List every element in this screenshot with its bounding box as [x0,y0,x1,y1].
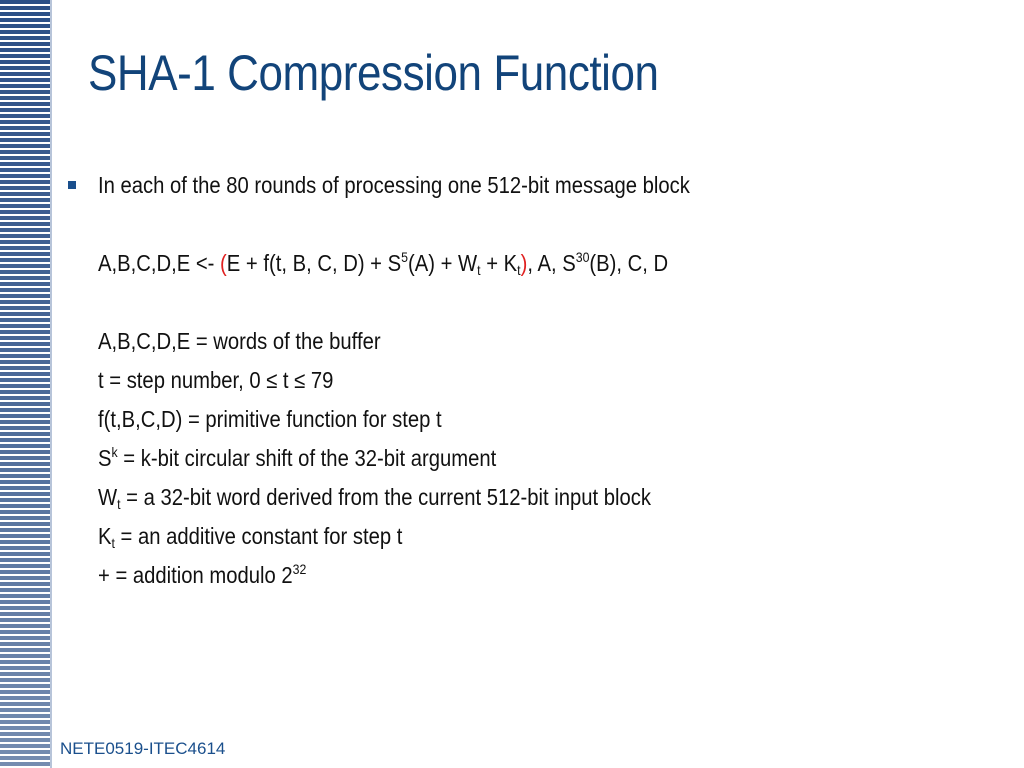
formula-body-1: E + f(t, B, C, D) + S [226,250,402,276]
sk-base: S [98,445,112,471]
formula-tail-2: (B), C, D [589,250,669,276]
kt-text: = an additive constant for step t [114,523,403,549]
definition-addition [98,562,306,589]
definition-f: f(t,B,C,D) = primitive function for step t [98,406,442,432]
definition-abcde: A,B,C,D,E = words of the buffer [98,328,381,354]
sk-text: = k-bit circular shift of the 32-bit argument [117,445,497,471]
formula-lhs: A,B,C,D,E <- [98,250,221,276]
round-formula [98,250,668,277]
stripe-divider [50,0,52,768]
addition-text: + = addition modulo 2 [98,562,293,588]
bullet-square-icon [68,181,76,189]
footer-course-code: NETE0519-ITEC4614 [60,739,226,758]
definition-t: t = step number, 0 ≤ t ≤ 79 [98,367,334,393]
definition-kt [98,523,402,550]
formula-s30-sup: 30 [575,249,590,265]
formula-tail-1: , A, S [527,250,576,276]
definition-wt [98,484,651,511]
formula-s5-sup: 5 [401,249,408,265]
wt-sub: t [117,496,121,512]
definition-sk [98,445,496,472]
wt-base: W [98,484,118,510]
slide-title: SHA-1 Compression Function [88,45,659,101]
decorative-stripe-bar [0,0,50,768]
formula-body-2: (A) + W [407,250,478,276]
formula-open-paren: ( [220,250,227,276]
sk-sup: k [111,444,118,460]
kt-sub: t [111,535,115,551]
formula-k-sub: t [517,262,521,278]
formula-w-sub: t [477,262,481,278]
wt-text: = a 32-bit word derived from the current 512-bit input block [120,484,651,510]
formula-body-3: + K [480,250,518,276]
bullet-text: In each of the 80 rounds of processing one 512-bit message block [98,172,690,198]
formula-close-paren: ) [520,250,528,276]
kt-base: K [98,523,112,549]
addition-sup: 32 [292,561,307,577]
